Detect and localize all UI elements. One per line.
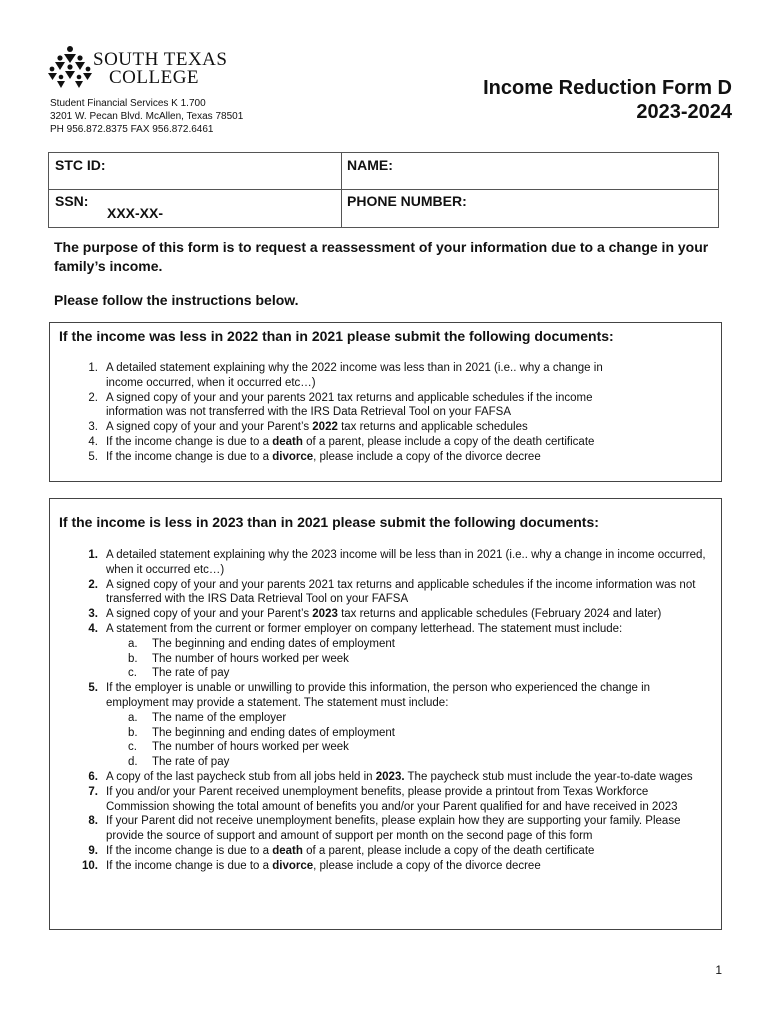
section-2-item-emphasis: divorce bbox=[272, 859, 314, 872]
section-2-item bbox=[62, 681, 710, 770]
section-2-sub-item bbox=[106, 755, 710, 770]
section-2-sub-item-letter: b. bbox=[128, 652, 138, 665]
section-2-item-number: 7. bbox=[88, 785, 98, 798]
section-1-item-text: If the income change is due to a divorce, please include a copy of the divorce decree bbox=[106, 450, 541, 463]
section-2-sub-item-text: The rate of pay bbox=[152, 756, 230, 769]
section-1-item bbox=[62, 450, 642, 465]
section-1-item bbox=[62, 361, 642, 391]
section-2-item bbox=[62, 548, 710, 578]
section-2-item-number: 9. bbox=[88, 844, 98, 857]
section-2-sub-item-text: The beginning and ending dates of employment bbox=[152, 637, 395, 650]
college-logo-icon bbox=[48, 45, 92, 89]
section-2-item-emphasis: 2023 bbox=[312, 608, 338, 621]
section-2-item bbox=[62, 607, 710, 622]
section-2-item-number: 4. bbox=[88, 622, 98, 635]
section-2-item-text: A statement from the current or former employer on company letterhead. The statement must include: bbox=[106, 622, 623, 635]
section-2-item bbox=[62, 785, 710, 815]
section-2-sub-item bbox=[106, 652, 710, 667]
section-2-sub-item-letter: c. bbox=[128, 741, 137, 754]
section-2-item-text: If the income change is due to a divorce, please include a copy of the divorce decree bbox=[106, 859, 541, 872]
student-info-table bbox=[48, 152, 719, 228]
section-2-sub-item-letter: d. bbox=[128, 756, 138, 769]
section-2-item-text: A detailed statement explaining why the 2023 income will be less than in 2021 (i.e.. why a change in income occurred, when it occurred etc…) bbox=[106, 549, 706, 576]
section-1-item bbox=[62, 391, 642, 421]
college-name-line1: SOUTH TEXAS bbox=[93, 49, 228, 70]
section-2-sub-item-text: The rate of pay bbox=[152, 667, 230, 680]
section-2-sub-item-text: The name of the employer bbox=[152, 711, 287, 724]
section-2-item-text: A copy of the last paycheck stub from all jobs held in 2023. The paycheck stub must include the year-to-date wages bbox=[106, 770, 693, 783]
page-number: 1 bbox=[715, 963, 722, 977]
section-2-item-emphasis: 2023. bbox=[375, 770, 405, 783]
section-1-item-text: If the income change is due to a death of a parent, please include a copy of the death certificate bbox=[106, 435, 595, 448]
section-2-item-text: If your Parent did not receive unemployment benefits, please explain how they are supporting your family. Please provide the source of support and amount of support per month on the second page of this form bbox=[106, 815, 681, 843]
section-2-sub-item-letter: a. bbox=[128, 637, 138, 650]
section-2-sub-item bbox=[106, 666, 710, 681]
form-year: 2023-2024 bbox=[636, 101, 732, 123]
section-2-sub-list bbox=[106, 711, 710, 770]
section-1-item-number: 5. bbox=[88, 450, 98, 463]
section-2-heading: If the income is less in 2023 than in 2021 please submit the following documents: bbox=[59, 514, 599, 530]
section-2-item-number: 5. bbox=[88, 682, 98, 695]
section-2-sub-item bbox=[106, 740, 710, 755]
section-1-item-emphasis: death bbox=[272, 435, 303, 448]
section-2-item-number: 3. bbox=[88, 608, 98, 621]
section-2-item-number: 10. bbox=[82, 859, 98, 872]
purpose-statement: The purpose of this form is to request a reassessment of your information due to a change in your family’s income. bbox=[54, 239, 709, 274]
ssn-value: XXX-XX- bbox=[107, 205, 164, 221]
section-2-item-number: 6. bbox=[88, 770, 98, 783]
section-2-sub-item-letter: b. bbox=[128, 726, 138, 739]
section-2-item-text: If you and/or your Parent received unemployment benefits, please provide a printout from Texas Workforce Commission showing the total amount of benefits you and/or your Parent qualified for and have received in 2023 bbox=[106, 785, 678, 813]
section-2-item-text: If the employer is unable or unwilling to provide this information, the person who experienced the change in employment may provide a statement. The statement must include: bbox=[106, 682, 651, 709]
section-1-item bbox=[62, 435, 642, 450]
ssn-field[interactable]: SSN: bbox=[55, 193, 89, 209]
form-title: Income Reduction Form D bbox=[483, 77, 732, 99]
section-1-item-number: 3. bbox=[88, 421, 98, 434]
section-1-heading: If the income was less in 2022 than in 2021 please submit the following documents: bbox=[59, 328, 614, 344]
section-1-item-number: 2. bbox=[88, 391, 98, 404]
section-1-item-emphasis: divorce bbox=[272, 450, 314, 463]
phone-number-field[interactable]: PHONE NUMBER: bbox=[347, 193, 467, 209]
section-1-item-number: 1. bbox=[88, 362, 98, 374]
section-2-sub-item bbox=[106, 711, 710, 726]
section-2-sub-item bbox=[106, 726, 710, 741]
section-2-item-text: If the income change is due to a death of a parent, please include a copy of the death certificate bbox=[106, 844, 595, 857]
section-1-item-emphasis: 2022 bbox=[312, 421, 338, 434]
section-2-sub-item-text: The number of hours worked per week bbox=[152, 652, 349, 665]
instructions-heading: Please follow the instructions below. bbox=[54, 292, 299, 308]
section-2-sub-item-letter: c. bbox=[128, 667, 137, 680]
section-2-item-emphasis: death bbox=[272, 844, 303, 857]
address-line-1: Student Financial Services K 1.700 bbox=[50, 98, 206, 109]
section-2-item bbox=[62, 622, 710, 681]
section-2-item-number: 2. bbox=[88, 578, 98, 591]
section-2-item-number: 1. bbox=[88, 549, 98, 561]
section-2-item-number: 8. bbox=[88, 815, 98, 828]
section-2022-documents bbox=[49, 322, 722, 482]
name-field[interactable]: NAME: bbox=[347, 157, 393, 173]
section-2-sub-item bbox=[106, 637, 710, 652]
section-2023-documents bbox=[49, 498, 722, 930]
section-1-list bbox=[62, 361, 642, 465]
section-2-item bbox=[62, 859, 710, 874]
section-2-sub-list bbox=[106, 637, 710, 681]
section-2-sub-item-text: The number of hours worked per week bbox=[152, 741, 349, 754]
section-1-item-text: A detailed statement explaining why the 2022 income was less than in 2021 (i.e.. why a change in income occurred, when it occurred etc…) bbox=[106, 362, 603, 389]
section-1-item bbox=[62, 420, 642, 435]
section-2-item-text: A signed copy of your and your parents 2021 tax returns and applicable schedules if the income information was not transferred with the IRS Data Retrieval Tool on your FAFSA bbox=[106, 578, 696, 606]
college-name-line2: COLLEGE bbox=[109, 67, 200, 88]
stc-id-field[interactable]: STC ID: bbox=[55, 157, 106, 173]
section-2-item bbox=[62, 770, 710, 785]
section-2-sub-item-text: The beginning and ending dates of employment bbox=[152, 726, 395, 739]
section-2-sub-item-letter: a. bbox=[128, 711, 138, 724]
section-2-list bbox=[62, 548, 710, 874]
section-2-item bbox=[62, 814, 710, 844]
section-2-item bbox=[62, 578, 710, 608]
section-2-item-text: A signed copy of your and your Parent’s 2023 tax returns and applicable schedules (February 2024 and later) bbox=[106, 608, 662, 621]
section-2-item bbox=[62, 844, 710, 859]
section-1-item-text: A signed copy of your and your parents 2021 tax returns and applicable schedules if the income information was not transferred with the IRS Data Retrieval Tool on your FAFSA bbox=[106, 391, 593, 419]
section-1-item-number: 4. bbox=[88, 435, 98, 448]
section-1-item-text: A signed copy of your and your Parent’s 2022 tax returns and applicable schedules bbox=[106, 421, 528, 434]
address-line-2: 3201 W. Pecan Blvd. McAllen, Texas 78501 bbox=[50, 111, 244, 122]
address-line-3: PH 956.872.8375 FAX 956.872.6461 bbox=[50, 124, 214, 135]
